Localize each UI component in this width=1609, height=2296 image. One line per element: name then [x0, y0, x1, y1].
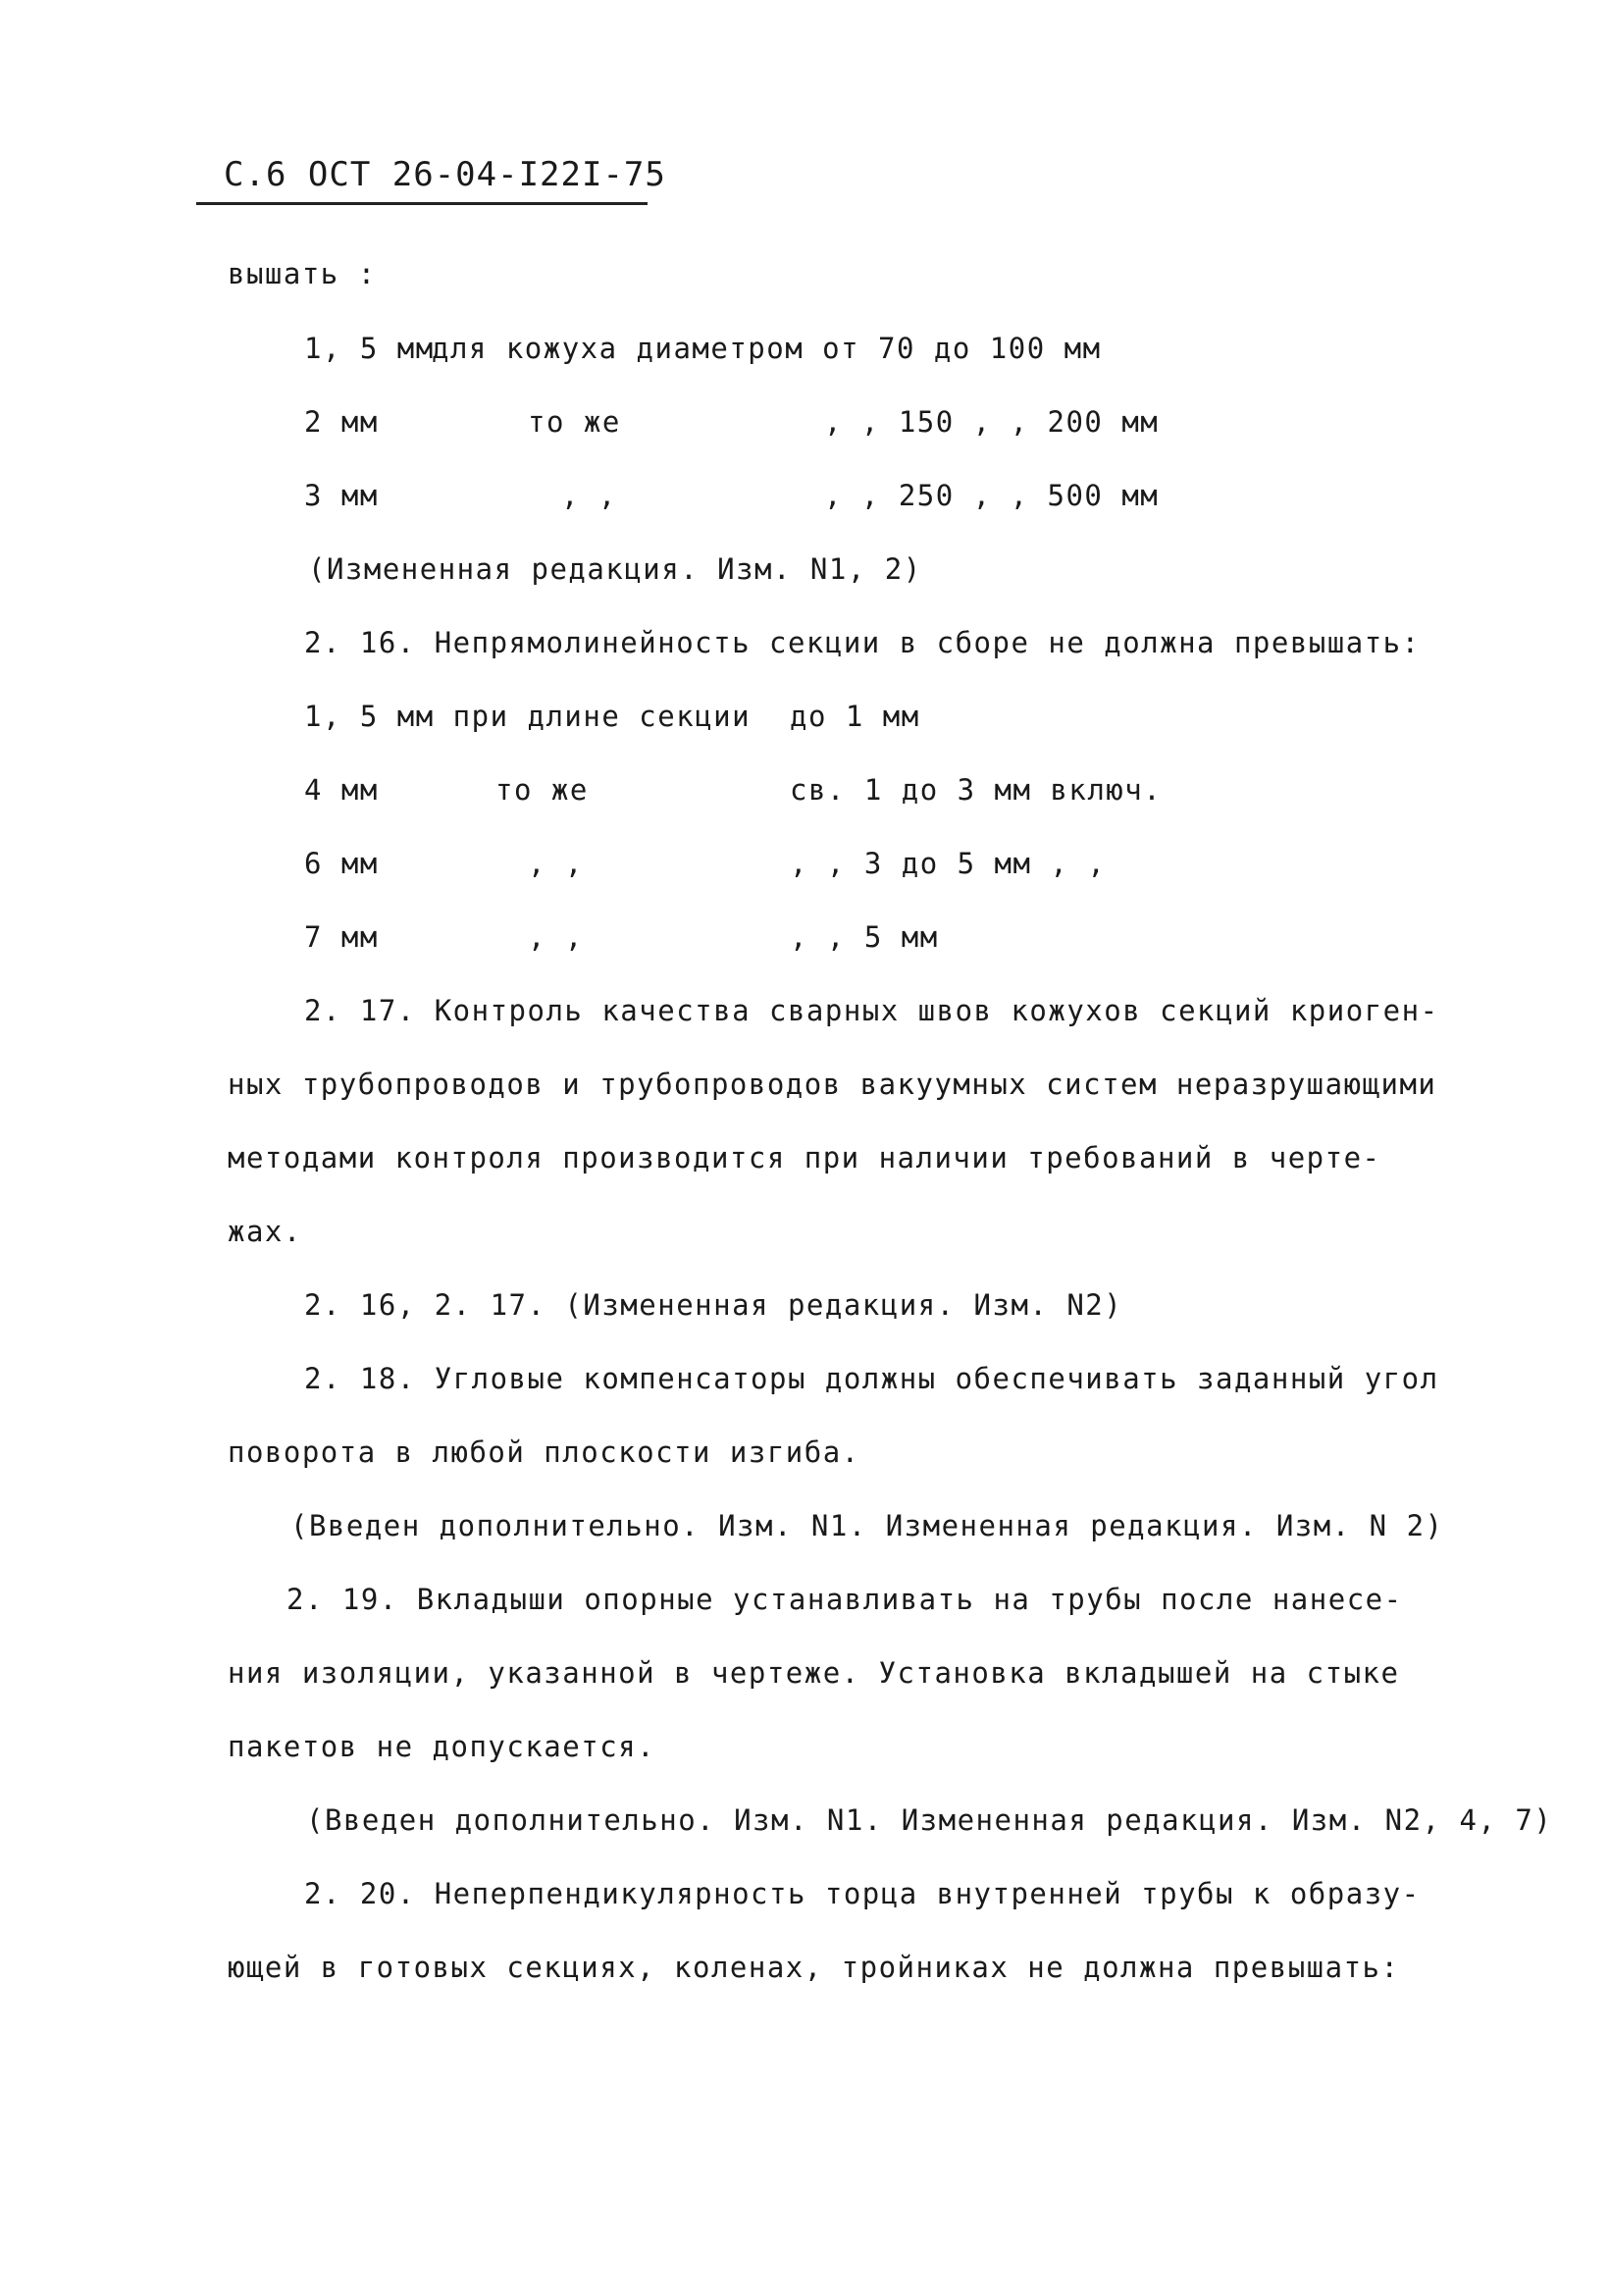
table1-cell-desc: , , [561, 479, 617, 512]
paragraph-line: 2. 18. Угловые компенсаторы должны обеспечивать заданный угол [304, 1362, 1439, 1395]
amendment-note: (Введен дополнительно. Изм. N1. Измененная редакция. Изм. N 2) [290, 1509, 1444, 1542]
table2-cell-desc: , , [528, 920, 584, 954]
table2-cell-range: , , 5 мм [790, 920, 939, 954]
page-header: С.6 ОСТ 26-04-I22I-75 [224, 155, 666, 194]
table2-cell-range: св. 1 до 3 мм включ. [790, 773, 1163, 807]
paragraph-line: 2. 19. Вкладыши опорные устанавливать на трубы после нанесе- [286, 1583, 1403, 1616]
table2-cell-desc: , , [528, 847, 584, 880]
table2-cell-range: , , 3 до 5 мм , , [790, 847, 1107, 880]
table2-cell-range: до 1 мм [790, 700, 920, 733]
amendment-note: 2. 16, 2. 17. (Измененная редакция. Изм. N2) [304, 1288, 1123, 1322]
paragraph-line: ющей в готовых секциях, коленах, тройниках не должна превышать: [228, 1951, 1400, 1984]
table2-cell-value: 7 мм [304, 920, 379, 954]
header-underline [196, 202, 648, 205]
text-line: вышать : [228, 257, 377, 290]
paragraph-line: жах. [228, 1215, 302, 1248]
table2-cell-desc: то же [495, 773, 589, 807]
table1-cell-range: , , 250 , , 500 мм [824, 479, 1160, 512]
paragraph-line: поворота в любой плоскости изгиба. [228, 1435, 860, 1469]
paragraph-line: 2. 16. Непрямолинейность секции в сборе не должна превышать: [304, 626, 1421, 659]
table1-cell-value: 1, 5 мм [304, 332, 435, 365]
table1-cell-range: , , 150 , , 200 мм [824, 405, 1160, 439]
table1-cell-value: 3 мм [304, 479, 379, 512]
table1-cell-desc: для кожуха диаметром от 70 до 100 мм [432, 332, 1102, 365]
table2-cell-value: 6 мм [304, 847, 379, 880]
paragraph-line: ния изоляции, указанной в чертеже. Установка вкладышей на стыке [228, 1656, 1400, 1690]
table2-cell-value: 4 мм [304, 773, 379, 807]
paragraph-line: методами контроля производится при наличии требований в черте- [228, 1141, 1381, 1174]
amendment-note: (Измененная редакция. Изм. N1, 2) [308, 552, 922, 586]
table2-cell-value: 1, 5 мм при длине секции [304, 700, 752, 733]
table1-cell-value: 2 мм [304, 405, 379, 439]
paragraph-line: 2. 20. Неперпендикулярность торца внутренней трубы к образу- [304, 1877, 1421, 1910]
paragraph-line: пакетов не допускается. [228, 1730, 656, 1763]
paragraph-line: ных трубопроводов и трубопроводов вакуумных систем неразрушающими [228, 1068, 1437, 1101]
amendment-note: (Введен дополнительно. Изм. N1. Измененная редакция. Изм. N2, 4, 7) [306, 1803, 1553, 1837]
paragraph-line: 2. 17. Контроль качества сварных швов кожухов секций криоген- [304, 994, 1439, 1027]
table1-cell-desc: то же [528, 405, 621, 439]
